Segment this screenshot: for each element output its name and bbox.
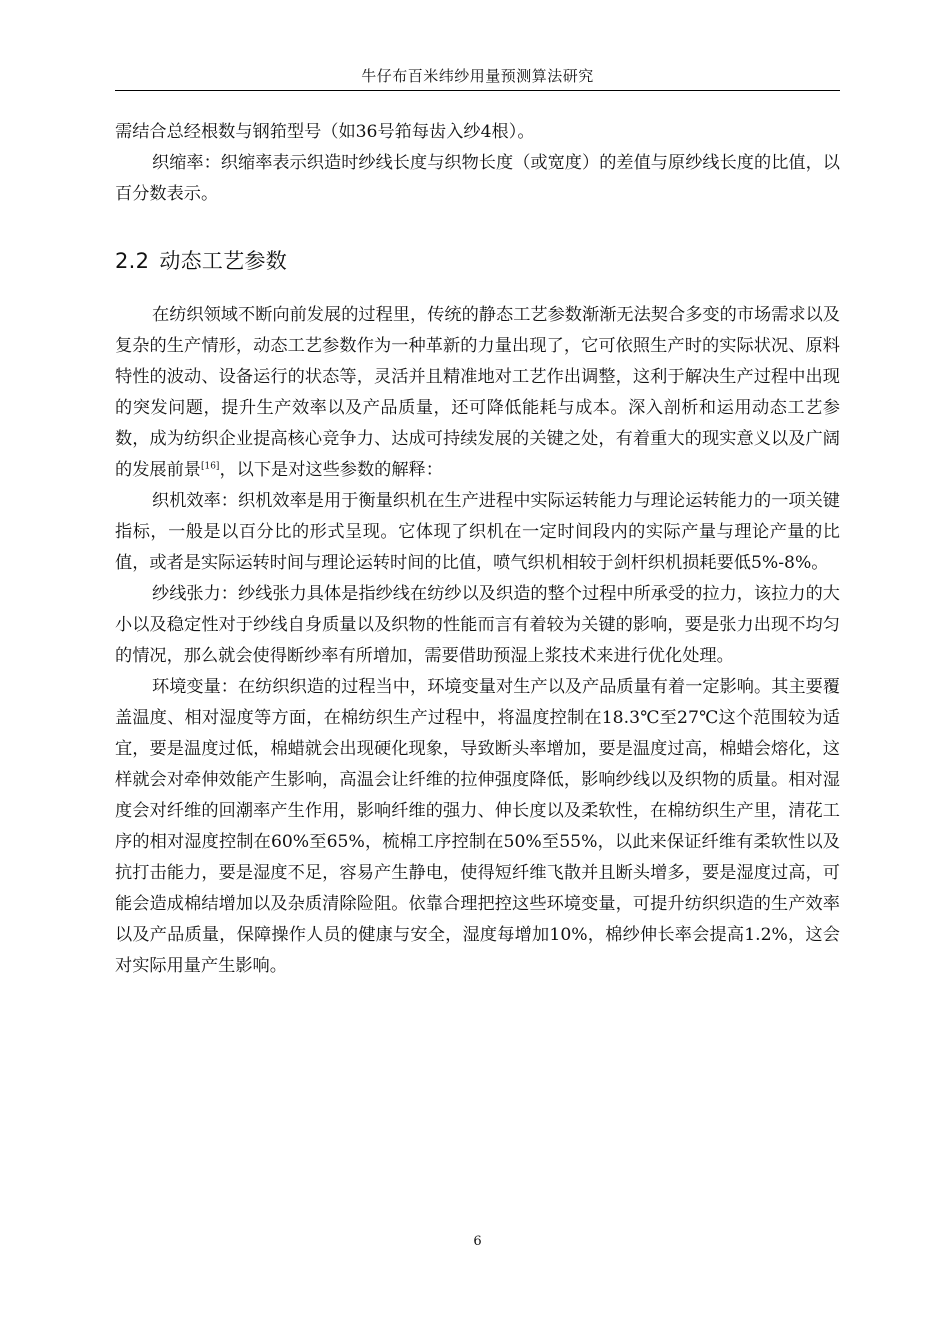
intro-text-part-2: ，以下是对这些参数的解释： — [219, 460, 443, 480]
section-heading — [115, 247, 840, 275]
paragraph-weaving-shrinkage: 织缩率：织缩率表示织造时纱线长度与织物长度（或宽度）的差值与原纱线长度的比值，以百分数表示。 — [115, 153, 840, 204]
paragraph-dynamic-parameters-intro — [115, 300, 840, 486]
paragraph-loom-efficiency: 织机效率：织机效率是用于衡量织机在生产进程中实际运转能力与理论运转能力的一项关键指标，一般是以百分比的形式呈现。它体现了织机在一定时间段内的实际产量与理论产量的比值，或者是实际运转时间与理论运转时间的比值，喷气织机相较于剑杆织机损耗要低5%-8%。 — [115, 491, 840, 573]
header-divider — [115, 90, 840, 91]
document-page — [115, 0, 840, 1344]
paragraph-environment-variables: 环境变量：在纺织织造的过程当中，环境变量对生产以及产品质量有着一定影响。其主要覆盖温度、相对湿度等方面，在棉纺织生产过程中，将温度控制在18.3℃至27℃这个范围较为适宜，要是温度过低，棉蜡就会出现硬化现象，导致断头率增加，要是温度过高，棉蜡会熔化，这样就会对牵伸效能产生影响，高温会让纤维的拉伸强度降低，影响纱线以及织物的质量。相对湿度会对纤维的回潮率产生作用，影响纤维的强力、伸长度以及柔软性，在棉纺织生产里，清花工序的相对湿度控制在60%至65%，梳棉工序控制在50%至55%，以此来保证纤维有柔软性以及抗打击能力，要是湿度不足，容易产生静电，使得短纤维飞散并且断头增多，要是湿度过高，可能会造成棉结增加以及杂质清除险阻。依靠合理把控这些环境变量，可提升纺织织造的生产效率以及产品质量，保障操作人员的健康与安全，湿度每增加10%，棉纱伸长率会提高1.2%，这会对实际用量产生影响。 — [115, 677, 840, 976]
section-number: 2.2 — [115, 249, 150, 273]
page-number: 6 — [473, 1234, 482, 1249]
citation-superscript: [16] — [200, 461, 220, 472]
running-header: 牛仔布百米纬纱用量预测算法研究 — [361, 67, 594, 85]
body-text — [115, 117, 840, 982]
section-title: 动态工艺参数 — [159, 249, 288, 273]
paragraph-yarn-tension: 纱线张力：纱线张力具体是指纱线在纺纱以及织造的整个过程中所承受的拉力，该拉力的大小以及稳定性对于纱线自身质量以及织物的性能而言有着较为关键的影响，要是张力出现不均匀的情况，那么就会使得断纱率有所增加，需要借助预湿上浆技术来进行优化处理。 — [115, 584, 840, 666]
intro-text-part-1: 在纺织领域不断向前发展的过程里，传统的静态工艺参数渐渐无法契合多变的市场需求以及复杂的生产情形，动态工艺参数作为一种革新的力量出现了，它可依照生产时的实际状况、原料特性的波动、设备运行的状态等，灵活并且精准地对工艺作出调整，这利于解决生产过程中出现的突发问题，提升生产效率以及产品质量，还可降低能耗与成本。深入剖析和运用动态工艺参数，成为纺织企业提高核心竞争力、达成可持续发展的关键之处，有着重大的现实意义以及广阔的发展前景 — [115, 305, 840, 480]
paragraph-continuation: 需结合总经根数与钢筘型号（如36号筘每齿入纱4根）。 — [115, 122, 535, 142]
